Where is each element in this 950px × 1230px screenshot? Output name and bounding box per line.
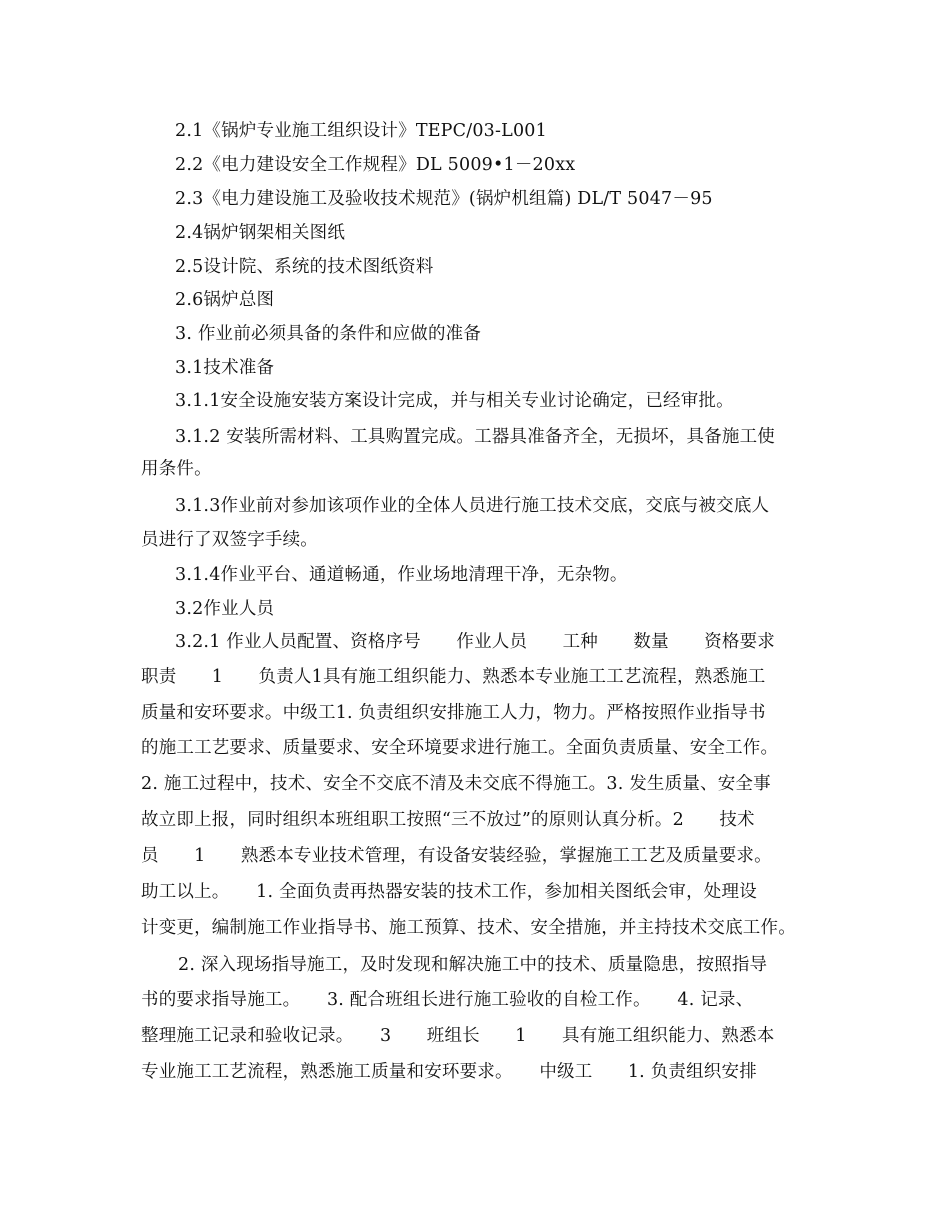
text-line: 3.2.1 作业人员配置、资格序号 作业人员 工种 数量 资格要求 [175, 632, 775, 652]
text-line: 2.4锅炉钢架相关图纸 [175, 223, 346, 243]
text-line: 3.1.4作业平台、通道畅通，作业场地清理干净，无杂物。 [175, 565, 628, 585]
text-line: 的施工工艺要求、质量要求、安全环境要求进行施工。全面负责质量、安全工作。 [141, 738, 779, 758]
section-heading: 3. 作业前必须具备的条件和应做的准备 [175, 324, 482, 344]
text-line: 整理施工记录和验收记录。 3 班组长 1 具有施工组织能力、熟悉本 [141, 1026, 775, 1046]
text-line: 计变更，编制施工作业指导书、施工预算、技术、安全措施，并主持技术交底工作。 [141, 918, 796, 938]
text-line: 故立即上报，同时组织本班组职工按照“三不放过”的原则认真分析。2 技术 [141, 810, 755, 830]
text-line: 2.1《锅炉专业施工组织设计》TEPC/03-L001 [175, 121, 547, 141]
text-line: 用条件。 [141, 459, 212, 479]
text-line: 员进行了双签字手续。 [141, 530, 318, 550]
text-line: 2.2《电力建设安全工作规程》DL 5009•1－20xx [175, 155, 576, 175]
text-line: 职责 1 负责人1具有施工组织能力、熟悉本专业施工工艺流程，熟悉施工 [141, 667, 766, 687]
text-line: 质量和安环要求。中级工1. 负责组织安排施工人力，物力。严格按照作业指导书 [141, 703, 766, 723]
text-line: 2.6锅炉总图 [175, 290, 275, 310]
text-line: 3.1.2 安装所需材料、工具购置完成。工器具准备齐全，无损坏，具备施工使 [175, 427, 775, 447]
text-line: 专业施工工艺流程，熟悉施工质量和安环要求。 中级工 1. 负责组织安排 [141, 1062, 757, 1082]
text-line: 2. 深入现场指导施工，及时发现和解决施工中的技术、质量隐患，按照指导 [178, 955, 768, 975]
text-line: 员 1 熟悉本专业技术管理，有设备安装经验，掌握施工工艺及质量要求。 [141, 846, 772, 866]
subsection-heading: 3.2作业人员 [175, 599, 275, 619]
text-line: 3.1.1安全设施安装方案设计完成，并与相关专业讨论确定，已经审批。 [175, 391, 734, 411]
text-line: 2. 施工过程中，技术、安全不交底不清及未交底不得施工。3. 发生质量、安全事 [141, 774, 771, 794]
text-line: 2.3《电力建设施工及验收技术规范》(锅炉机组篇) DL/T 5047－95 [175, 189, 713, 209]
subsection-heading: 3.1技术准备 [175, 358, 275, 378]
text-line: 2.5设计院、系统的技术图纸资料 [175, 257, 434, 277]
text-line: 助工以上。 1. 全面负责再热器安装的技术工作，参加相关图纸会审，处理设 [141, 882, 757, 902]
text-line: 书的要求指导施工。 3. 配合班组长进行施工验收的自检工作。 4. 记录、 [141, 990, 754, 1010]
text-line: 3.1.3作业前对参加该项作业的全体人员进行施工技术交底，交底与被交底人 [175, 496, 770, 516]
